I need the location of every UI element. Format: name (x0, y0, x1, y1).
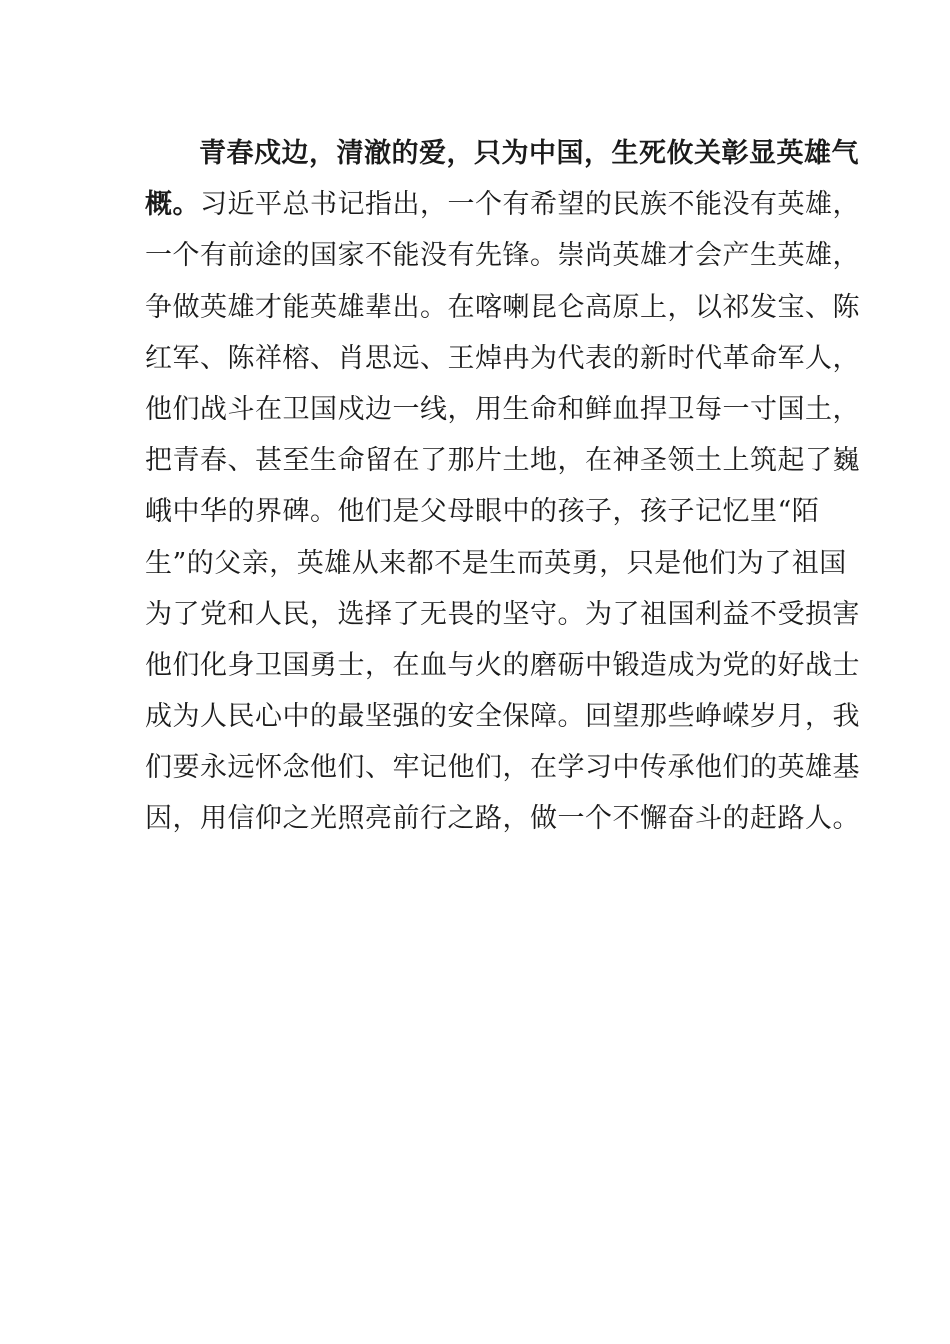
paragraph-line-7: 把青春、甚至生命留在了那片土地，在神圣领土上筑起了巍 (145, 445, 860, 477)
paragraph-line-14: 因，用信仰之光照亮前行之路，做一个不懈奋斗的赶路人。 (145, 803, 860, 835)
lead-bold-text-1: 青春戍边，清澈的爱，只为中国，生死攸关彰显英雄气 (199, 138, 859, 169)
paragraph-line-12: 成为人民心中的最坚强的安全保障。回望那些峥嵘岁月，我 (145, 701, 860, 733)
paragraph-line-3: 一个有前途的国家不能没有先锋。崇尚英雄才会产生英雄， (145, 240, 860, 272)
document-body (145, 128, 860, 845)
paragraph-line-10: 为了党和人民，选择了无畏的坚守。为了祖国利益不受损害 (145, 598, 860, 630)
paragraph-line-4: 争做英雄才能英雄辈出。在喀喇昆仑高原上，以祁发宝、陈 (145, 291, 860, 323)
paragraph-line-11: 他们化身卫国勇士，在血与火的磨砺中锻造成为党的好战士 (145, 649, 860, 681)
lead-bold-text-2: 概。 (145, 189, 200, 221)
paragraph-line-9: 生”的父亲，英雄从来都不是生而英勇，只是他们为了祖国 (145, 547, 847, 579)
paragraph-line-1 (145, 128, 859, 179)
paragraph-line-2 (145, 179, 860, 230)
paragraph-line-8: 峨中华的界碑。他们是父母眼中的孩子，孩子记忆里“陌 (145, 496, 820, 528)
paragraph-line-6: 他们战斗在卫国戍边一线，用生命和鲜血捍卫每一寸国土， (145, 393, 860, 425)
paragraph-line-13: 们要永远怀念他们、牢记他们，在学习中传承他们的英雄基 (145, 752, 860, 784)
paragraph-line-5: 红军、陈祥榕、肖思远、王焯冉为代表的新时代革命军人， (145, 342, 860, 374)
paragraph-text: 习近平总书记指出，一个有希望的民族不能没有英雄， (200, 189, 860, 221)
